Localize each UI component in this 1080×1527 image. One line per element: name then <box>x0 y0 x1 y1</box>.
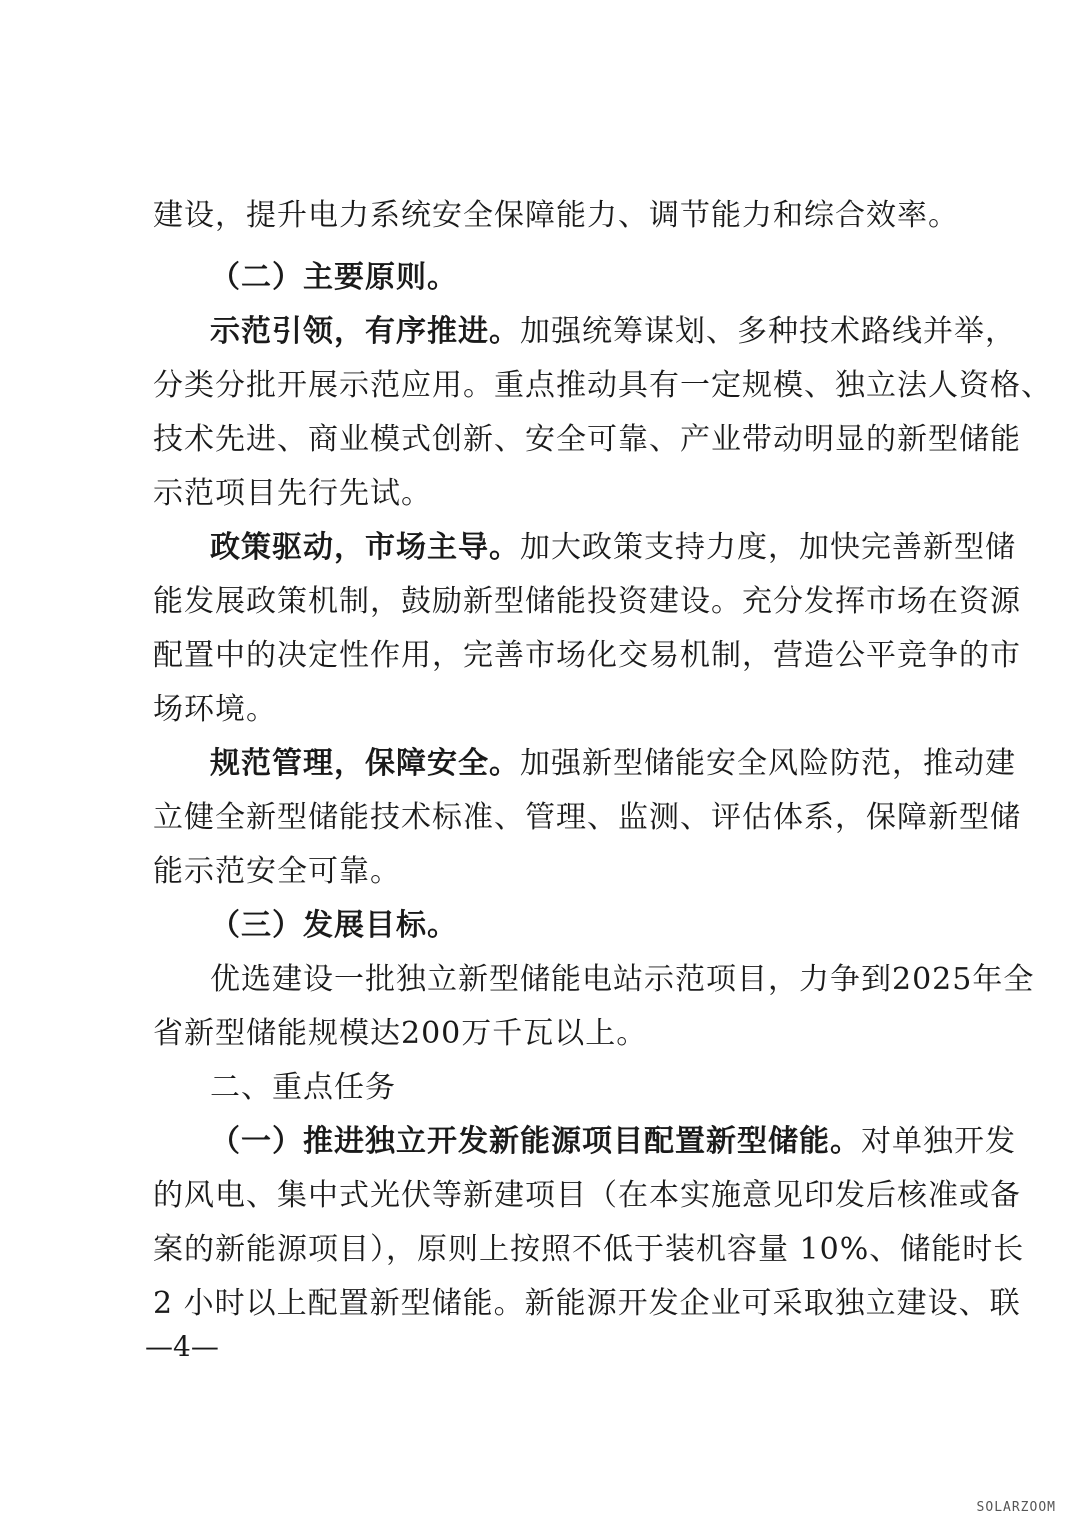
paragraph-line <box>210 744 1016 784</box>
principle-title: 政策驱动，市场主导。 <box>210 530 520 565</box>
paragraph-line: 分类分批开展示范应用。重点推动具有一定规模、独立法人资格、 <box>153 368 1052 403</box>
task-title: （一）推进独立开发新能源项目配置新型储能。 <box>210 1124 861 1159</box>
paragraph-line <box>210 528 1016 568</box>
section-heading-principles: （二）主要原则。 <box>210 260 458 295</box>
paragraph-line: 配置中的决定性作用，完善市场化交易机制，营造公平竞争的市 <box>153 638 1021 673</box>
paragraph-line <box>210 312 1016 352</box>
paragraph-line: 优选建设一批独立新型储能电站示范项目，力争到2025年全 <box>210 962 1035 997</box>
part-heading-key-tasks: 二、重点任务 <box>210 1070 396 1105</box>
principle-text: 加强统筹谋划、多种技术路线并举， <box>520 314 1016 349</box>
paragraph-line <box>210 1122 1016 1162</box>
paragraph-line: 立健全新型储能技术标准、管理、监测、评估体系，保障新型储 <box>153 800 1021 835</box>
principle-title: 示范引领，有序推进。 <box>210 314 520 349</box>
page-number: —4— <box>145 1330 219 1363</box>
paragraph-line: 省新型储能规模达200万千瓦以上。 <box>153 1016 648 1051</box>
paragraph-line: 技术先进、商业模式创新、安全可靠、产业带动明显的新型储能 <box>153 422 1021 457</box>
paragraph-line: 建设，提升电力系统安全保障能力、调节能力和综合效率。 <box>153 198 959 233</box>
paragraph-line: 2 小时以上配置新型储能。新能源开发企业可采取独立建设、联 <box>153 1286 1021 1321</box>
paragraph-line: 案的新能源项目），原则上按照不低于装机容量 10%、储能时长 <box>153 1232 1025 1267</box>
principle-title: 规范管理，保障安全。 <box>210 746 520 781</box>
paragraph-line: 场环境。 <box>153 692 277 727</box>
paragraph-line: 的风电、集中式光伏等新建项目（在本实施意见印发后核准或备 <box>153 1178 1021 1213</box>
section-heading-goals: （三）发展目标。 <box>210 908 458 943</box>
paragraph-line: 能发展政策机制，鼓励新型储能投资建设。充分发挥市场在资源 <box>153 584 1021 619</box>
task-text: 对单独开发 <box>861 1124 1016 1159</box>
principle-text: 加大政策支持力度，加快完善新型储 <box>520 530 1016 565</box>
paragraph-line: 示范项目先行先试。 <box>153 476 432 511</box>
watermark: SOLARZOOM <box>976 1500 1056 1515</box>
paragraph-line: 能示范安全可靠。 <box>153 854 401 889</box>
principle-text: 加强新型储能安全风险防范，推动建 <box>520 746 1016 781</box>
